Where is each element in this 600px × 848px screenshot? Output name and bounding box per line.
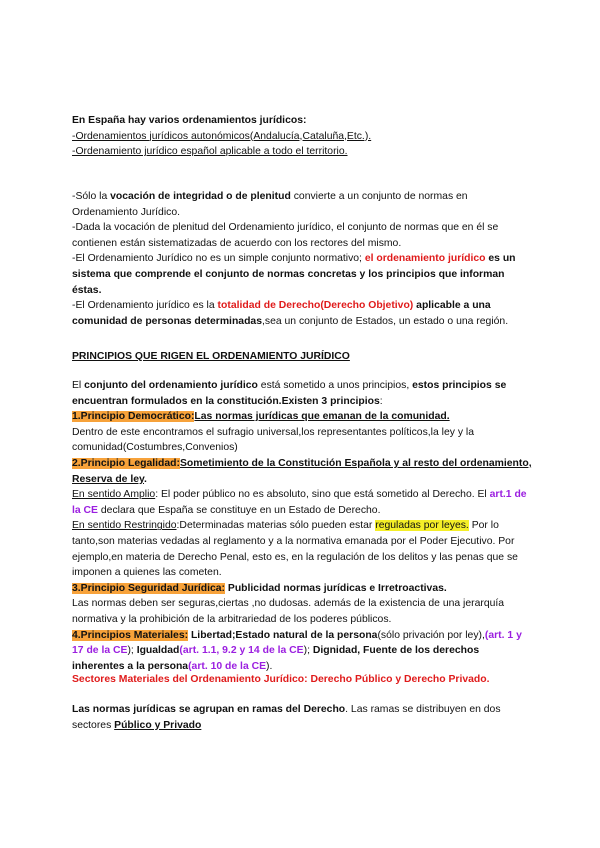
- intro-section: [72, 113, 532, 160]
- concept-paragraph-3: -El Ordenamiento Jurídico no es un simple conjunto normativo; el ordenamiento jurídico es un sistema que comprende el conjunto de normas concretas y los principios que informan éstas.: [72, 253, 516, 296]
- principio-materiales: 4.Principios Materiales: Libertad;Estado natural de la persona(sólo privación por ley),(art. 1 y 17 de la CE); Igualdad(art. 1.1, 9.2 y 14 de la CE); Dignidad, Fuente de los derechos inherentes a la persona(art. 10 de la CE).: [72, 629, 522, 672]
- principios-heading: PRINCIPIOS QUE RIGEN EL ORDENAMIENTO JURÍDICO: [72, 351, 350, 362]
- principio-seguridad-text: Las normas deben ser seguras,ciertas ,no dudosas. además de la existencia de una jerarquía normativa y la prohibición de la arbitrariedad de los poderes públicos.: [72, 598, 505, 625]
- legalidad-sentido-restringido: En sentido Restringido:Determinadas materias sólo pueden estar reguladas por leyes. Por lo tanto,son materias vedadas al reglamento y a la normativa emanada por el Poder Ejecutivo. Por ejemplo,en materia de Derecho Penal, esto es, en la regulación de los delitos y las penas que se imponen a quienes las cometen.: [72, 520, 518, 579]
- principios-intro: El conjunto del ordenamiento jurídico está sometido a unos principios, estos principios se encuentran formulados en la constitución.Existen 3 principios:: [72, 380, 507, 407]
- principio-democratico: 1.Principio Democrático:Las normas jurídicas que emanan de la comunidad.: [72, 411, 450, 423]
- principios-section: [72, 378, 532, 674]
- principios-heading-block: [72, 349, 532, 365]
- principio-democratico-label: 1.Principio Democrático:: [72, 411, 195, 423]
- concepts-section: [72, 189, 532, 329]
- principio-legalidad: 2.Principio Legalidad:Sometimiento de la Constitución Española y al resto del ordenamiento, Reserva de ley.: [72, 457, 532, 485]
- sectores-paragraph: Las normas jurídicas se agrupan en ramas del Derecho. Las ramas se distribuyen en dos sectores Público y Privado: [72, 704, 501, 731]
- concept-paragraph-1: -Sólo la vocación de integridad o de plenitud convierte a un conjunto de normas en Ordenamiento Jurídico.: [72, 191, 468, 218]
- intro-item-espanol: -Ordenamiento jurídico español aplicable a todo el territorio.: [72, 146, 348, 158]
- principio-seguridad: 3.Principio Seguridad Jurídica: Publicidad normas jurídicas e Irretroactivas.: [72, 582, 447, 594]
- sectores-heading-block: [72, 672, 532, 688]
- principio-legalidad-label: 2.Principio Legalidad:: [72, 457, 180, 469]
- legalidad-sentido-amplio: En sentido Amplio: El poder público no es absoluto, sino que está sometido al Derecho. El art.1 de la CE declara que España se constituye en un Estado de Derecho.: [72, 489, 527, 516]
- intro-title: En España hay varios ordenamientos jurídicos:: [72, 115, 307, 126]
- intro-item-autonomicos: -Ordenamientos jurídicos autonómicos(Andalucía,Cataluña,Etc.).: [72, 130, 372, 142]
- concept-paragraph-4: -El Ordenamiento jurídico es la totalidad de Derecho(Derecho Objetivo) aplicable a una comunidad de personas determinadas,sea un conjunto de Estados, un estado o una región.: [72, 300, 509, 327]
- principio-seguridad-label: 3.Principio Seguridad Jurídica:: [72, 582, 226, 594]
- concept-paragraph-2: -Dada la vocación de plenitud del Ordenamiento jurídico, el conjunto de normas que en él se contienen están sistematizadas de acuerdo con los rectores del mismo.: [72, 222, 499, 249]
- sectores-heading: Sectores Materiales del Ordenamiento Jurídico: Derecho Público y Derecho Privado.: [72, 674, 490, 685]
- principio-democratico-text: Dentro de este encontramos el sufragio universal,los representantes políticos,la ley y la comunidad(Costumbres,Convenios): [72, 426, 474, 454]
- principio-materiales-label: 4.Principios Materiales:: [72, 629, 189, 641]
- sectores-section: [72, 702, 532, 733]
